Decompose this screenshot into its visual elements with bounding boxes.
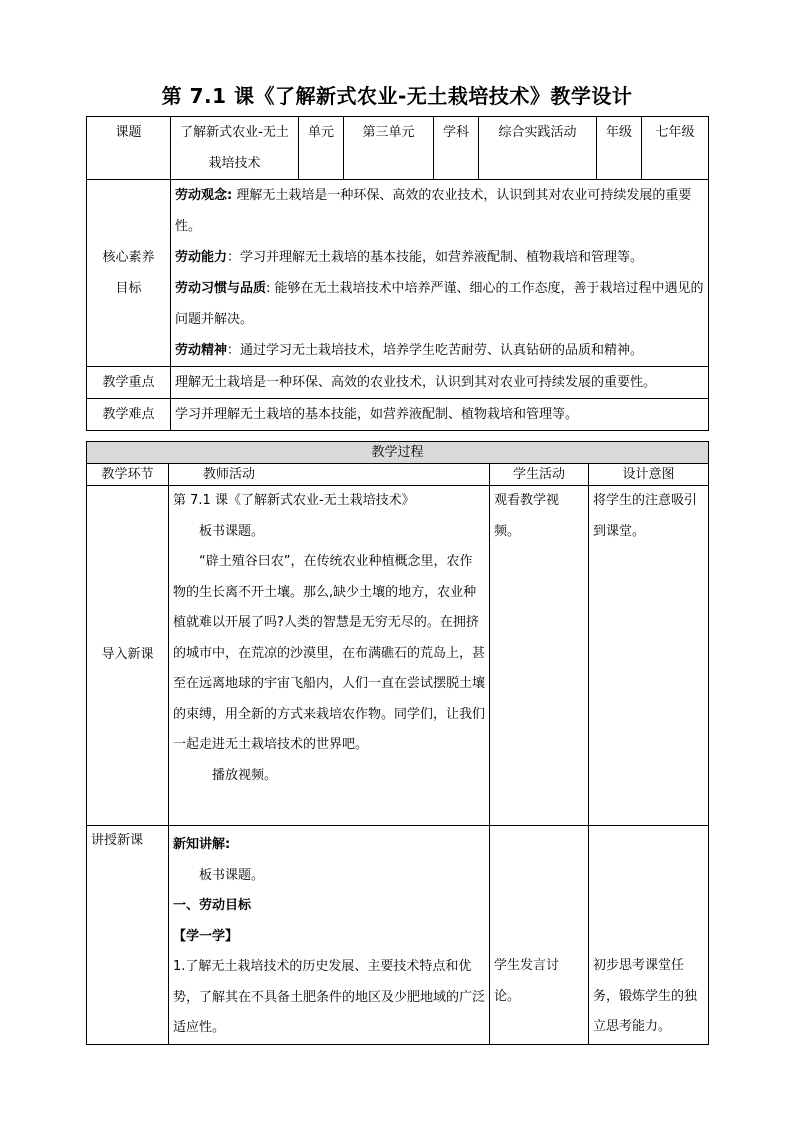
focus-label: 教学重点 [87, 367, 171, 399]
unit-label: 单元 [299, 117, 344, 180]
difficulty-row [87, 399, 709, 431]
literacy-text: ：学习并理解无土栽培的基本技能，如营养液配制、植物栽培和管理等。 [227, 250, 644, 265]
intro-paragraph: “辟土殖谷曰农”，在传统农业种植概念里，农作物的生长离不开土壤。那么,缺少土壤的地方，农业种植就难以开展了吗?人类的智慧是无穷无尽的。在拥挤的城市中，在荒凉的沙漠里，在布满礁石的荒岛上，甚至在远离地球的宇宙飞船内，人们一直在尝试摆脱土壤的束缚，用全新的方式来栽培农作物。同学们，让我们一起走进无土栽培技术的世界吧。 [173, 554, 486, 752]
document-title: 第 7.1 课《了解新式农业-无土栽培技术》教学设计 [161, 84, 633, 108]
process-table [86, 441, 709, 1045]
process-title: 教学过程 [87, 442, 709, 464]
course-label: 课题 [87, 117, 171, 180]
intro-step: 导入新课 [87, 486, 169, 826]
lecture-student-text: 学生发言讨论。 [494, 958, 560, 1004]
intro-intent: 将学生的注意吸引到课堂。 [589, 486, 709, 826]
literacy-text: 理解无土栽培是一种环保、高效的农业技术，认识到其对农业可持续发展的重要性。 [175, 188, 692, 234]
header-step: 教学环节 [87, 464, 169, 486]
header-intent: 设计意图 [589, 464, 709, 486]
lecture-student [490, 826, 589, 1045]
grade-value: 七年级 [642, 117, 709, 180]
lecture-goal: 一、劳动目标 [173, 898, 252, 913]
focus-row [87, 367, 709, 399]
literacy-label: 核心素养目标 [87, 180, 171, 367]
unit-value: 第三单元 [344, 117, 434, 180]
literacy-text: : 能够在无土栽培技术中培养严谨、细心的工作态度，善于栽培过程中遇见的问题并解决。 [175, 281, 704, 327]
lecture-board: 板书课题。 [199, 867, 265, 883]
intro-video: 播放视频。 [212, 767, 278, 783]
literacy-item [175, 180, 704, 242]
literacy-row [87, 180, 709, 367]
subject-value: 综合实践活动 [479, 117, 597, 180]
intro-student: 观看教学视频。 [490, 486, 589, 826]
info-row [87, 117, 709, 180]
literacy-content [171, 180, 709, 367]
course-value: 了解新式农业-无土栽培技术 [171, 117, 299, 180]
subject-label: 学科 [434, 117, 479, 180]
info-table [86, 116, 709, 431]
lecture-step: 讲授新课 [87, 826, 169, 1045]
lecture-point: 1.了解无土栽培技术的历史发展、主要技术特点和优势，了解其在不具备土肥条件的地区及少肥地域的广泛适应性。 [173, 959, 486, 1035]
intro-board: 板书课题。 [199, 523, 265, 539]
literacy-head: 劳动精神 [175, 343, 228, 358]
header-student: 学生活动 [490, 464, 589, 486]
literacy-head: 劳动习惯与品质 [175, 281, 267, 296]
process-title-row [87, 442, 709, 464]
literacy-item [175, 335, 704, 366]
header-teacher: 教师活动 [169, 464, 490, 486]
difficulty-text: 学习并理解无土栽培的基本技能，如营养液配制、植物栽培和管理等。 [171, 399, 709, 431]
focus-text: 理解无土栽培是一种环保、高效的农业技术，认识到其对农业可持续发展的重要性。 [171, 367, 709, 399]
lecture-intent-text: 初步思考课堂任务，锻炼学生的独立思考能力。 [593, 958, 698, 1034]
grade-label: 年级 [597, 117, 642, 180]
literacy-head: 劳动观念: [175, 188, 233, 203]
lecture-teacher [169, 826, 490, 1045]
literacy-text: ：通过学习无土栽培技术，培养学生吃苦耐劳、认真钻研的品质和精神。 [227, 343, 644, 358]
literacy-item [175, 242, 704, 273]
literacy-head: 劳动能力 [175, 250, 228, 265]
intro-row [87, 486, 709, 826]
lecture-intent [589, 826, 709, 1045]
process-header-row [87, 464, 709, 486]
intro-teacher [169, 486, 490, 826]
lecture-new: 新知讲解: [173, 837, 231, 852]
intro-title: 第 7.1 课《了解新式农业-无土栽培技术》 [173, 493, 415, 508]
difficulty-label: 教学难点 [87, 399, 171, 431]
literacy-item [175, 273, 704, 335]
lecture-learn: 【学一学】 [173, 928, 239, 944]
lecture-row [87, 826, 709, 1045]
